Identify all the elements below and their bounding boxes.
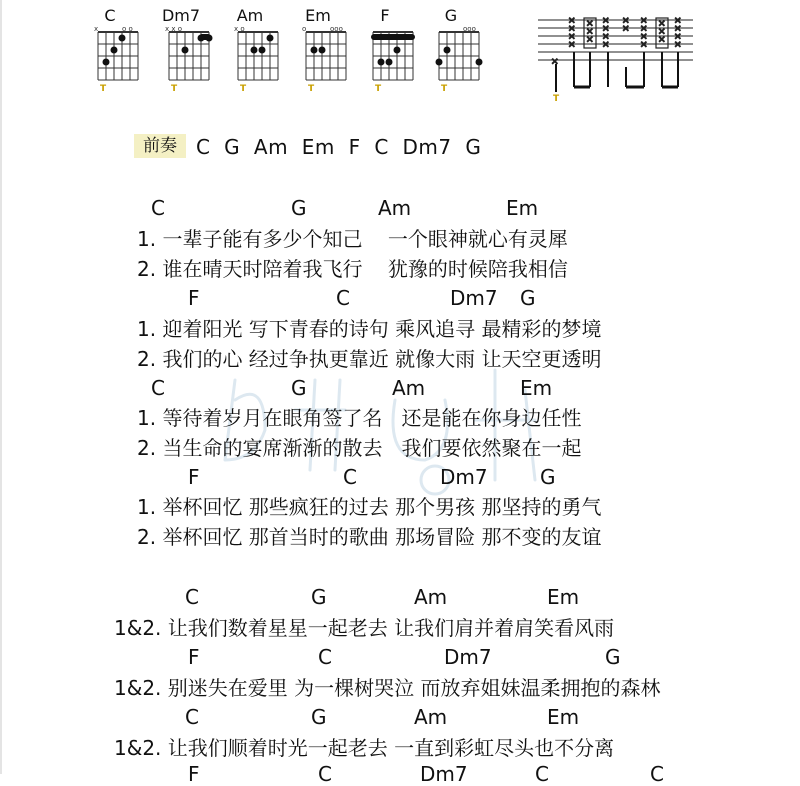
- chord-label: Em: [520, 376, 553, 400]
- chord-thumb-mark: T: [171, 84, 178, 94]
- svg-text:×: ×: [568, 24, 576, 34]
- chord-label: G: [311, 585, 327, 609]
- strumming-pattern-diagram: [538, 12, 698, 107]
- chord-label: F: [188, 762, 200, 786]
- chord-fretboard-dm7: [161, 24, 221, 84]
- chord-fretboard-am: [230, 24, 290, 84]
- svg-text:×: ×: [622, 24, 630, 34]
- chord-label: C: [336, 286, 350, 310]
- chord-label: C: [318, 762, 332, 786]
- chord-fretboard-f: [365, 24, 425, 84]
- chord-label: G: [540, 465, 556, 489]
- chord-label: C: [185, 585, 199, 609]
- svg-text:×: ×: [586, 19, 594, 29]
- chord-label: G: [291, 376, 307, 400]
- svg-text:×: ×: [586, 35, 594, 45]
- chord-label: C: [151, 376, 165, 400]
- chord-thumb-mark: T: [375, 84, 382, 94]
- chord-label: C: [535, 762, 549, 786]
- page-left-border: [0, 0, 2, 774]
- chord-thumb-mark: T: [240, 84, 247, 94]
- chord-label: Em: [547, 585, 580, 609]
- svg-text:×: ×: [658, 19, 666, 29]
- strum-thumb-mark: T: [553, 94, 560, 104]
- svg-text:×: ×: [602, 32, 610, 42]
- lyric-line: 1&2. 别迷失在爱里 为一棵树哭泣 而放弃姐妹温柔拥抱的森林: [114, 676, 661, 700]
- svg-text:ooo: ooo: [330, 25, 343, 33]
- chord-label: C: [650, 762, 664, 786]
- svg-text:×: ×: [658, 27, 666, 37]
- svg-text:x: x: [94, 25, 99, 33]
- intro-chords: C G Am Em F C Dm7 G: [196, 135, 482, 159]
- chord-label: Dm7: [420, 762, 468, 786]
- lyric-line: 2. 谁在晴天时陪着我飞行 犹豫的时候陪我相信: [137, 257, 568, 281]
- chord-label: F: [188, 465, 200, 489]
- chord-label: F: [188, 645, 200, 669]
- svg-text:×: ×: [602, 16, 610, 26]
- chord-label: G: [520, 286, 536, 310]
- chord-thumb-mark: T: [308, 84, 315, 94]
- svg-text:×: ×: [586, 27, 594, 37]
- chord-label: F: [188, 286, 200, 310]
- lyric-line: 1. 一辈子能有多少个知己 一个眼神就心有灵犀: [137, 227, 568, 251]
- lyric-line: 1. 迎着阳光 写下青春的诗句 乘风追寻 最精彩的梦境: [137, 317, 602, 341]
- chord-label: G: [605, 645, 621, 669]
- chord-diagram-name: G: [444, 6, 458, 25]
- svg-text:×: ×: [568, 40, 576, 50]
- chord-label: Em: [506, 196, 539, 220]
- svg-text:×: ×: [674, 16, 682, 26]
- svg-text:×: ×: [640, 16, 648, 26]
- chord-label: C: [151, 196, 165, 220]
- svg-text:×: ×: [568, 32, 576, 42]
- chord-diagram-name: C: [104, 6, 116, 25]
- svg-text:×: ×: [622, 16, 630, 26]
- chord-label: Am: [378, 196, 412, 220]
- chord-label: Dm7: [450, 286, 498, 310]
- lyric-line: 2. 我们的心 经过争执更靠近 就像大雨 让天空更透明: [137, 347, 602, 371]
- chord-label: Dm7: [440, 465, 488, 489]
- chord-label: Am: [414, 585, 448, 609]
- lyric-line: 1. 举杯回忆 那些疯狂的过去 那个男孩 那坚持的勇气: [137, 495, 602, 519]
- svg-text:o o: o o: [122, 25, 133, 33]
- chord-diagram-name: F: [380, 6, 390, 25]
- chord-label: G: [291, 196, 307, 220]
- svg-text:ooo: ooo: [463, 25, 476, 33]
- svg-text:×: ×: [640, 24, 648, 34]
- chord-label: Em: [547, 705, 580, 729]
- svg-text:×: ×: [674, 40, 682, 50]
- lyric-line: 1&2. 让我们数着星星一起老去 让我们肩并着肩笑看风雨: [114, 616, 615, 640]
- svg-text:x x o: x x o: [165, 25, 183, 33]
- chord-diagram-name: Am: [236, 6, 264, 25]
- chord-label: Dm7: [444, 645, 492, 669]
- chord-diagram-name: Em: [305, 6, 331, 25]
- chord-label: C: [318, 645, 332, 669]
- chord-fretboard-c: [90, 24, 150, 84]
- chord-fretboard-g: [431, 24, 491, 84]
- svg-text:o: o: [302, 25, 307, 33]
- chord-label: Am: [392, 376, 426, 400]
- svg-text:×: ×: [602, 24, 610, 34]
- svg-text:×: ×: [602, 40, 610, 50]
- chord-label: G: [311, 705, 327, 729]
- lyric-line: 2. 当生命的宴席渐渐的散去 我们要依然聚在一起: [137, 436, 582, 460]
- svg-text:×: ×: [674, 24, 682, 34]
- chord-label: C: [343, 465, 357, 489]
- chord-thumb-mark: T: [441, 84, 448, 94]
- chord-label: Am: [414, 705, 448, 729]
- svg-text:×: ×: [658, 35, 666, 45]
- svg-text:×: ×: [640, 32, 648, 42]
- lyric-line: 2. 举杯回忆 那首当时的歌曲 那场冒险 那不变的友谊: [137, 525, 602, 549]
- chord-diagram-name: Dm7: [161, 6, 201, 25]
- intro-label: 前奏: [134, 134, 186, 158]
- lyric-line: 1&2. 让我们顺着时光一起老去 一直到彩虹尽头也不分离: [114, 736, 615, 760]
- chord-label: C: [185, 705, 199, 729]
- svg-text:×: ×: [551, 57, 559, 67]
- svg-text:×: ×: [568, 16, 576, 26]
- svg-text:×: ×: [674, 32, 682, 42]
- svg-text:x o: x o: [234, 25, 245, 33]
- chord-fretboard-em: [298, 24, 358, 84]
- lyric-line: 1. 等待着岁月在眼角签了名 还是能在你身边任性: [137, 406, 582, 430]
- chord-thumb-mark: T: [100, 84, 107, 94]
- svg-text:×: ×: [640, 40, 648, 50]
